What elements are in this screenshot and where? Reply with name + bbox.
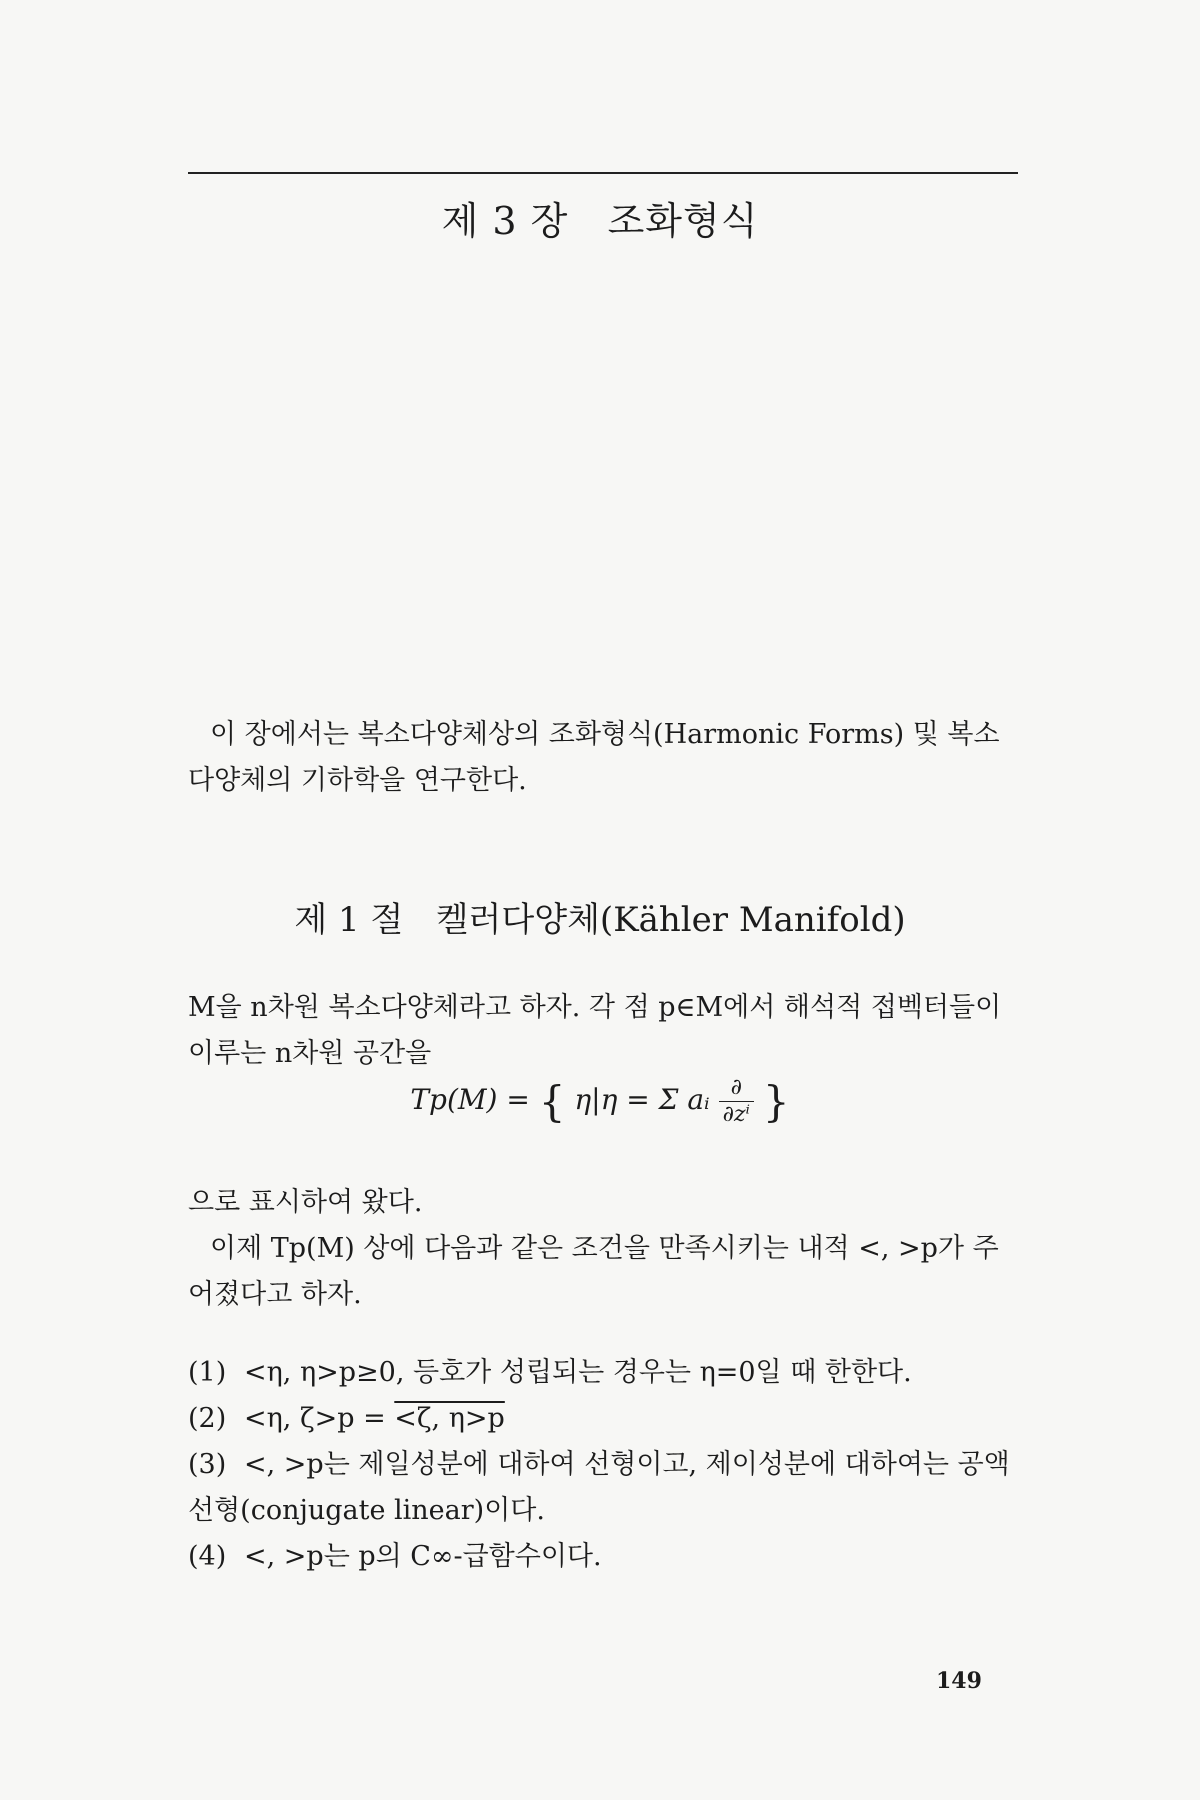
formula-mid: η|η = Σ aᵢ	[574, 1083, 710, 1116]
condition-item	[188, 1534, 1018, 1580]
intro-text: 이 장에서는 복소다양체상의 조화형식(Harmonic Forms) 및 복소다양체의 기하학을 연구한다.	[188, 719, 1000, 796]
body-text-3: 이제 Tp(M) 상에 다음과 같은 조건을 만족시키는 내적 <, >p가 주어졌다고 하자.	[188, 1233, 999, 1310]
section-title: 제 1 절 켈러다양체(Kähler Manifold)	[294, 900, 906, 940]
tangent-space-formula	[0, 1075, 1200, 1128]
condition-number: (3)	[188, 1449, 227, 1480]
chapter-title: 제 3 장 조화형식	[441, 199, 759, 243]
conjugate-expression: <ζ, η>p	[394, 1403, 505, 1434]
condition-text: <η, η>p≥0, 등호가 성립되는 경우는 η=0일 때 한한다.	[244, 1357, 912, 1388]
condition-item	[188, 1442, 1018, 1534]
top-rule	[188, 172, 1018, 174]
page-number: 149	[936, 1668, 982, 1694]
body-paragraph-1	[188, 985, 1018, 1077]
condition-item	[188, 1396, 1018, 1442]
condition-number: (4)	[188, 1541, 227, 1572]
formula-lhs: Tp(M) =	[410, 1083, 530, 1116]
condition-number: (1)	[188, 1357, 227, 1388]
condition-text: <, >p는 제일성분에 대하여 선형이고, 제이성분에 대하여는 공액선형(conjugate linear)이다.	[188, 1449, 1010, 1526]
fraction-numerator: ∂	[719, 1075, 754, 1102]
fraction-denominator: ∂zⁱ	[722, 1102, 750, 1127]
condition-text: <, >p는 p의 C∞-급함수이다.	[244, 1541, 602, 1572]
partial-derivative-fraction	[719, 1075, 754, 1128]
formula-brace-open: {	[538, 1077, 566, 1126]
conditions-list	[188, 1350, 1018, 1580]
body-paragraph-2	[188, 1180, 1018, 1318]
formula-brace-close: }	[762, 1077, 790, 1126]
condition-number: (2)	[188, 1403, 227, 1434]
condition-text: <η, ζ>p =	[244, 1403, 395, 1434]
body-text-1: M을 n차원 복소다양체라고 하자. 각 점 p∈M에서 해석적 접벡터들이 이루는 n차원 공간을	[188, 992, 1002, 1069]
condition-item	[188, 1350, 1018, 1396]
body-text-2: 으로 표시하여 왔다.	[188, 1187, 423, 1218]
intro-paragraph	[188, 712, 1018, 804]
